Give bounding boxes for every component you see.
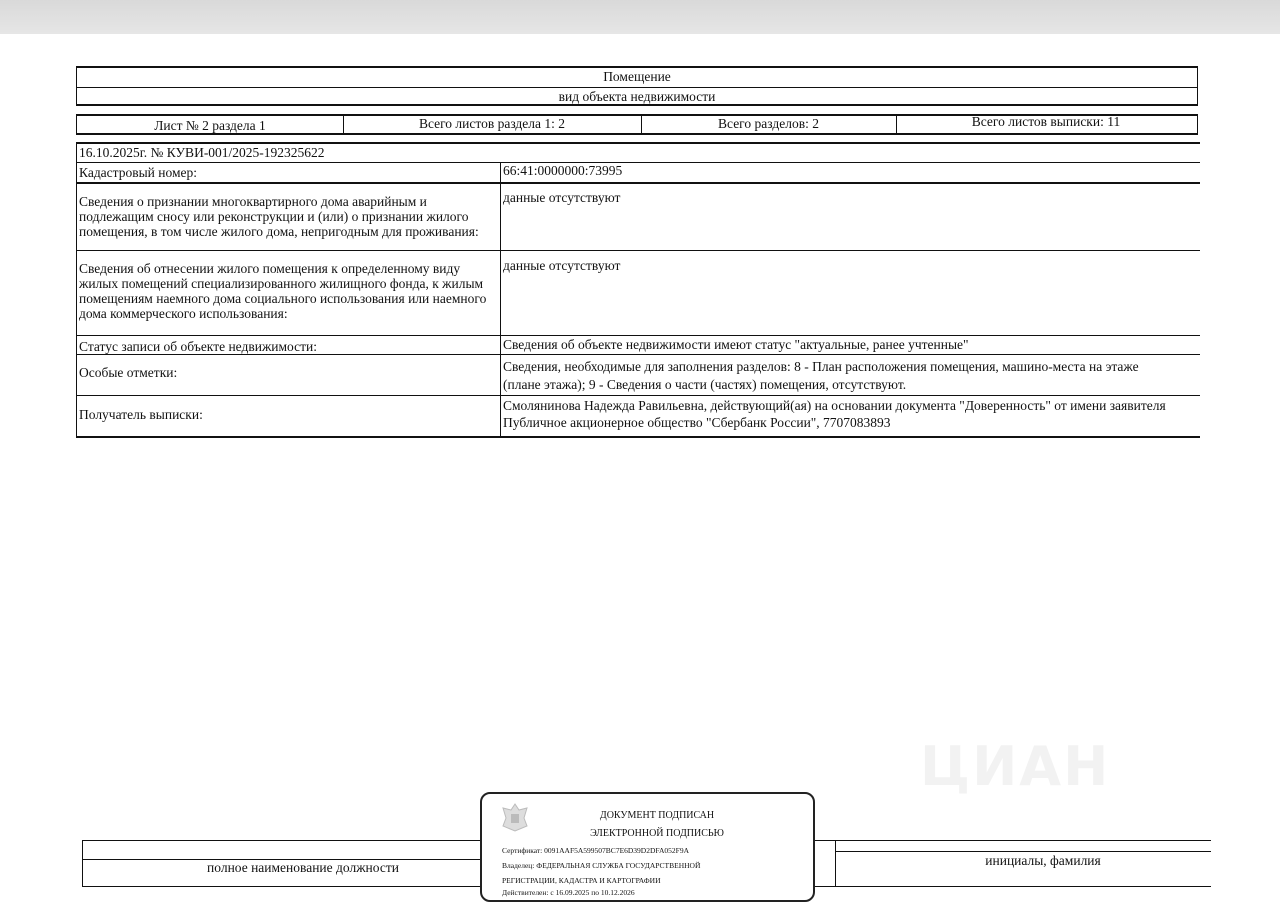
watermark-logo: ЦИАН bbox=[920, 735, 1111, 798]
section-sheets: Всего листов раздела 1: 2 bbox=[418, 116, 566, 131]
stamp-title: ДОКУМЕНТ ПОДПИСАН bbox=[599, 810, 715, 821]
stamp-subtitle: ЭЛЕКТРОННОЙ ПОДПИСЬЮ bbox=[590, 828, 724, 839]
stamp-certificate: Сертификат: 0091AAF5A599507BC7E6D39D2DFA052F9A bbox=[502, 846, 690, 855]
special-notes-value: Сведения, необходимые для заполнения разделов: 8 - План расположения помещения, машино-места на этаже (плане этажа); 9 - Сведения о части (частях) помещения, отсутствуют. bbox=[503, 359, 1139, 392]
document-reference: 16.10.2025г. № КУВИ-001/2025-192325622 bbox=[79, 145, 325, 160]
property-table bbox=[76, 142, 1200, 438]
stamp-owner: Владелец: ФЕДЕРАЛЬНАЯ СЛУЖБА ГОСУДАРСТВЕННОЙ bbox=[502, 861, 701, 870]
name-caption: инициалы, фамилия bbox=[985, 853, 1101, 868]
extract-sheets-total: Всего листов выписки: 11 bbox=[971, 114, 1121, 129]
object-type-header bbox=[76, 66, 1198, 106]
emergency-status-label: Сведения о признании многоквартирного дома аварийным и подлежащим сносу или реконструкции и (или) о признании жилого помещения, в том числе жилого дома, непригодным для проживания: bbox=[79, 194, 479, 239]
record-status-value: Сведения об объекте недвижимости имеют статус "актуальные, ранее учтенные" bbox=[503, 337, 969, 352]
eagle-emblem-icon bbox=[500, 800, 530, 834]
stamp-validity: Действителен: с 16.09.2025 по 10.12.2026 bbox=[502, 888, 635, 897]
recipient-label: Получатель выписки: bbox=[79, 407, 203, 422]
object-type-caption: вид объекта недвижимости bbox=[558, 89, 716, 104]
sheet-info-row bbox=[76, 114, 1198, 135]
housing-type-value: данные отсутствуют bbox=[503, 258, 621, 273]
sheet-number: Лист № 2 раздела 1 bbox=[154, 118, 266, 133]
scan-top-margin bbox=[0, 0, 1280, 34]
position-caption: полное наименование должности bbox=[207, 860, 399, 875]
housing-type-label: Сведения об отнесении жилого помещения к определенному виду жилых помещений специализированного жилищного фонда, к жилым помещениям наемного дома социального использования или наемного дома коммерческого использования: bbox=[79, 261, 487, 321]
sections-total: Всего разделов: 2 bbox=[718, 116, 819, 131]
special-notes-label: Особые отметки: bbox=[79, 365, 178, 380]
cadastral-number-label: Кадастровый номер: bbox=[79, 165, 198, 180]
emergency-status-value: данные отсутствуют bbox=[503, 190, 621, 205]
record-status-label: Статус записи об объекте недвижимости: bbox=[79, 339, 318, 354]
electronic-signature-stamp bbox=[480, 792, 815, 902]
stamp-owner-cont: РЕГИСТРАЦИИ, КАДАСТРА И КАРТОГРАФИИ bbox=[502, 876, 661, 885]
recipient-value: Смолянинова Надежда Равильевна, действующий(ая) на основании документа "Доверенность" от имени заявителя Публичное акционерное общество "Сбербанк России", 7707083893 bbox=[503, 398, 1166, 430]
object-type: Помещение bbox=[603, 69, 671, 84]
cadastral-number-value: 66:41:0000000:73995 bbox=[503, 163, 623, 178]
